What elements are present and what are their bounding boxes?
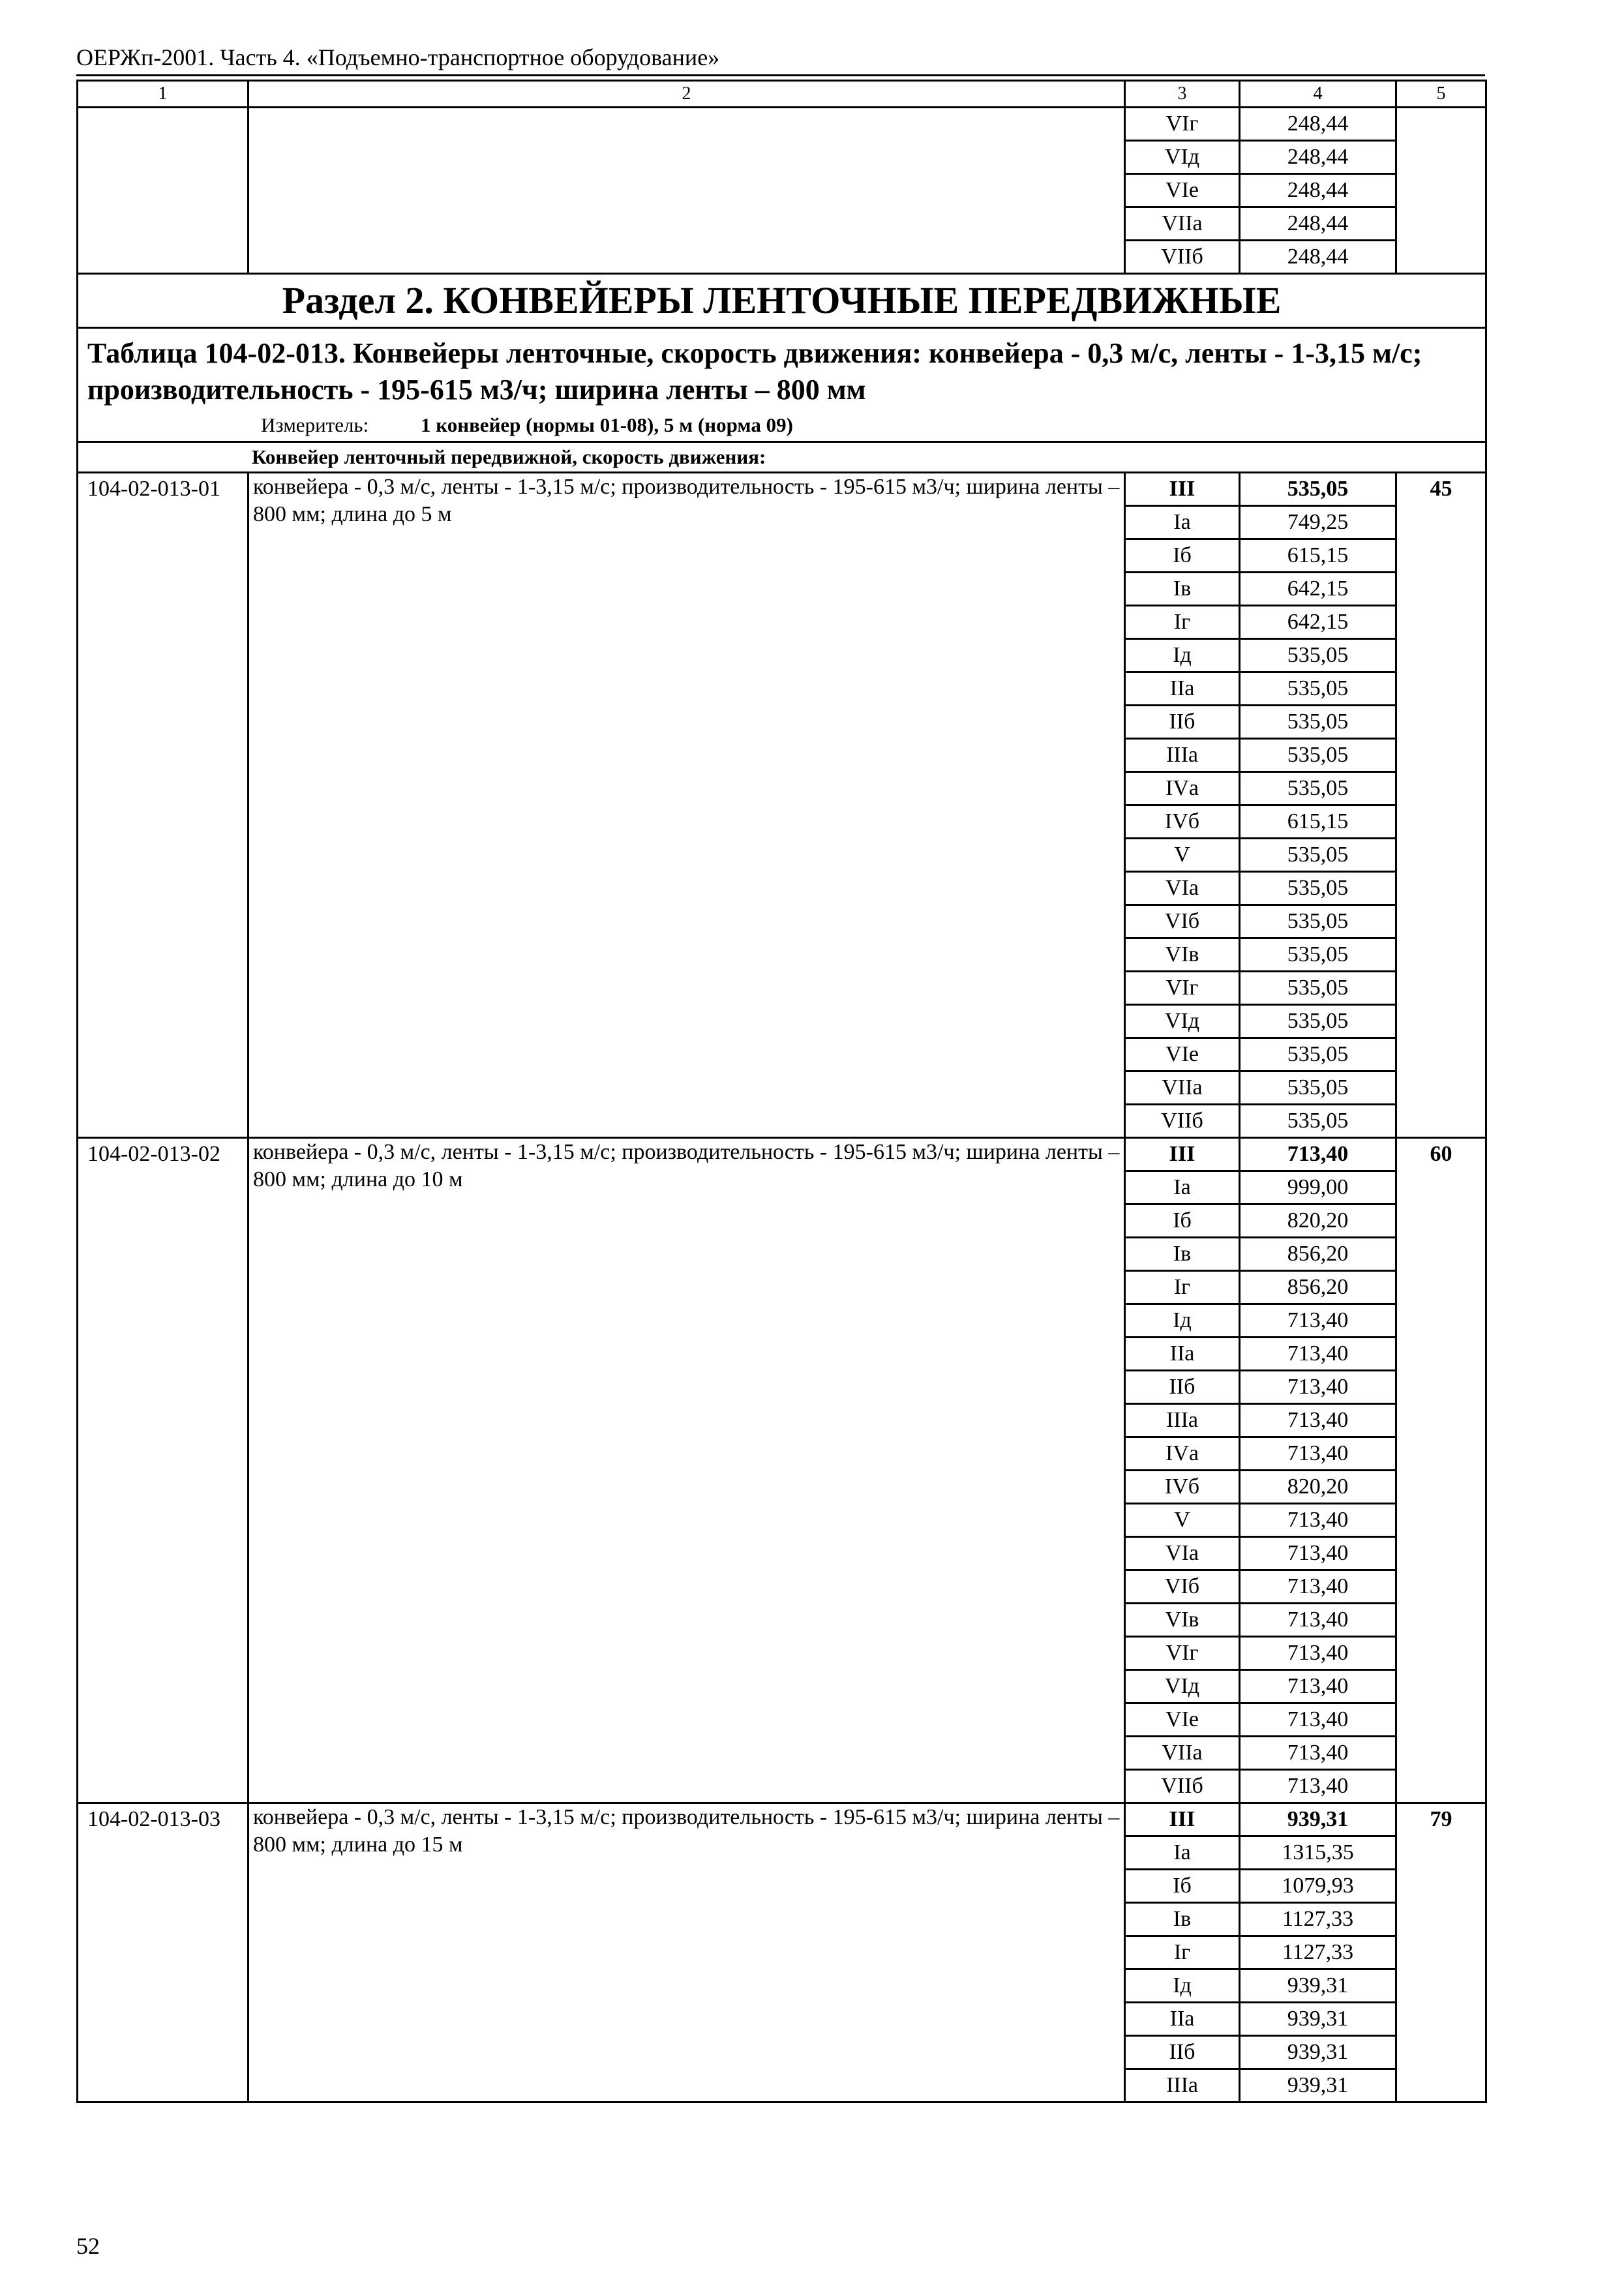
section-title: Раздел 2. КОНВЕЙЕРЫ ЛЕНТОЧНЫЕ ПЕРЕДВИЖНЫЕ bbox=[78, 274, 1486, 328]
unit-value: 1 конвейер (нормы 01-08), 5 м (норма 09) bbox=[421, 413, 793, 436]
value-cell: 535,05 bbox=[1240, 706, 1396, 739]
unit-label: Измеритель: bbox=[261, 413, 369, 436]
zone-cell: VIIа bbox=[1125, 207, 1240, 241]
value-cell: 535,05 bbox=[1240, 1071, 1396, 1105]
zone-cell: III bbox=[1125, 1138, 1240, 1171]
zone-cell: VIа bbox=[1125, 872, 1240, 905]
value-cell: 535,05 bbox=[1240, 839, 1396, 872]
value-cell: 248,44 bbox=[1240, 174, 1396, 207]
value-cell: 713,40 bbox=[1240, 1504, 1396, 1537]
value-cell: 535,05 bbox=[1240, 972, 1396, 1005]
value-cell: 856,20 bbox=[1240, 1271, 1396, 1304]
value-cell: 713,40 bbox=[1240, 1537, 1396, 1570]
zone-cell: IVа bbox=[1125, 772, 1240, 805]
zone-cell: VIд bbox=[1125, 141, 1240, 174]
zone-cell: IIб bbox=[1125, 1371, 1240, 1404]
column-number: 3 bbox=[1125, 81, 1240, 108]
subheading-row bbox=[78, 442, 1486, 473]
value-cell: 535,05 bbox=[1240, 872, 1396, 905]
value-cell: 713,40 bbox=[1240, 1637, 1396, 1670]
table-row bbox=[78, 473, 1486, 506]
value-cell: 713,40 bbox=[1240, 1404, 1396, 1437]
value-cell: 1315,35 bbox=[1240, 1836, 1396, 1870]
table-row bbox=[78, 1138, 1486, 1171]
value-cell: 999,00 bbox=[1240, 1171, 1396, 1204]
zone-cell: Iв bbox=[1125, 1903, 1240, 1936]
unit-line bbox=[87, 408, 1476, 441]
value-cell: 535,05 bbox=[1240, 473, 1396, 506]
running-header bbox=[76, 40, 1485, 76]
zone-cell: Iг bbox=[1125, 1936, 1240, 1969]
norm-price: 60 bbox=[1396, 1138, 1486, 1803]
norm-code: 104-02-013-02 bbox=[78, 1138, 248, 1803]
column-number: 2 bbox=[248, 81, 1125, 108]
zone-cell: Iв bbox=[1125, 573, 1240, 606]
value-cell: 535,05 bbox=[1240, 938, 1396, 972]
zone-cell: VIе bbox=[1125, 1038, 1240, 1071]
zone-cell: Iг bbox=[1125, 1271, 1240, 1304]
zone-cell: Iг bbox=[1125, 606, 1240, 639]
value-cell: 535,05 bbox=[1240, 1005, 1396, 1038]
value-cell: 535,05 bbox=[1240, 672, 1396, 706]
value-cell: 939,31 bbox=[1240, 2003, 1396, 2036]
value-cell: 713,40 bbox=[1240, 1737, 1396, 1770]
value-cell: 1127,33 bbox=[1240, 1936, 1396, 1969]
zone-cell: VIIб bbox=[1125, 241, 1240, 274]
zone-cell: IIб bbox=[1125, 2036, 1240, 2069]
value-cell: 535,05 bbox=[1240, 1038, 1396, 1071]
value-cell: 749,25 bbox=[1240, 506, 1396, 539]
zone-cell: IIб bbox=[1125, 706, 1240, 739]
value-cell: 713,40 bbox=[1240, 1570, 1396, 1604]
zone-cell: VIд bbox=[1125, 1005, 1240, 1038]
zone-cell: VIг bbox=[1125, 108, 1240, 141]
zone-cell: VIг bbox=[1125, 972, 1240, 1005]
norm-price: 45 bbox=[1396, 473, 1486, 1138]
zone-cell: Iб bbox=[1125, 539, 1240, 573]
value-cell: 248,44 bbox=[1240, 241, 1396, 274]
value-cell: 713,40 bbox=[1240, 1670, 1396, 1703]
norm-description: конвейера - 0,3 м/с, ленты - 1-3,15 м/с; производительность - 195-615 м3/ч; ширина ленты – 800 мм; длина до 15 м bbox=[248, 1803, 1125, 2102]
zone-cell: VIв bbox=[1125, 1604, 1240, 1637]
norm-description: конвейера - 0,3 м/с, ленты - 1-3,15 м/с; производительность - 195-615 м3/ч; ширина ленты – 800 мм; длина до 10 м bbox=[248, 1138, 1125, 1803]
value-cell: 535,05 bbox=[1240, 1105, 1396, 1138]
value-cell: 939,31 bbox=[1240, 1969, 1396, 2003]
value-cell: 248,44 bbox=[1240, 207, 1396, 241]
norm-code: 104-02-013-01 bbox=[78, 473, 248, 1138]
norm-price: 79 bbox=[1396, 1803, 1486, 2102]
value-cell: 820,20 bbox=[1240, 1471, 1396, 1504]
zone-cell: VIб bbox=[1125, 1570, 1240, 1604]
zone-cell: VIг bbox=[1125, 1637, 1240, 1670]
zone-cell: IVб bbox=[1125, 1471, 1240, 1504]
zone-cell: VIIа bbox=[1125, 1737, 1240, 1770]
zone-cell: IIIа bbox=[1125, 739, 1240, 772]
value-cell: 713,40 bbox=[1240, 1437, 1396, 1471]
zone-cell: III bbox=[1125, 1803, 1240, 1836]
zone-cell: VIIб bbox=[1125, 1770, 1240, 1803]
price-cell bbox=[1396, 108, 1486, 274]
value-cell: 642,15 bbox=[1240, 606, 1396, 639]
zone-cell: Iд bbox=[1125, 1304, 1240, 1338]
zone-cell: IIа bbox=[1125, 1338, 1240, 1371]
value-cell: 713,40 bbox=[1240, 1770, 1396, 1803]
zone-cell: VIе bbox=[1125, 1703, 1240, 1737]
value-cell: 713,40 bbox=[1240, 1371, 1396, 1404]
value-cell: 1127,33 bbox=[1240, 1903, 1396, 1936]
norm-description: конвейера - 0,3 м/с, ленты - 1-3,15 м/с; производительность - 195-615 м3/ч; ширина ленты – 800 мм; длина до 5 м bbox=[248, 473, 1125, 1138]
section-row bbox=[78, 274, 1486, 328]
description-cell bbox=[248, 108, 1125, 274]
subheading: Конвейер ленточный передвижной, скорость движения: bbox=[78, 442, 1486, 473]
table-title-row bbox=[78, 328, 1486, 442]
zone-cell: IVб bbox=[1125, 805, 1240, 839]
zone-cell: IIIа bbox=[1125, 2069, 1240, 2102]
rates-table bbox=[76, 80, 1487, 2103]
zone-cell: V bbox=[1125, 839, 1240, 872]
value-cell: 713,40 bbox=[1240, 1703, 1396, 1737]
zone-cell: Iа bbox=[1125, 1836, 1240, 1870]
zone-cell: V bbox=[1125, 1504, 1240, 1537]
zone-cell: Iа bbox=[1125, 506, 1240, 539]
column-number: 1 bbox=[78, 81, 248, 108]
value-cell: 535,05 bbox=[1240, 639, 1396, 672]
value-cell: 820,20 bbox=[1240, 1204, 1396, 1238]
value-cell: 248,44 bbox=[1240, 141, 1396, 174]
running-header-text: ОЕРЖп-2001. Часть 4. «Подъемно-транспортное оборудование» bbox=[76, 44, 720, 70]
value-cell: 642,15 bbox=[1240, 573, 1396, 606]
page-number: 52 bbox=[76, 2233, 100, 2259]
zone-cell: IIIа bbox=[1125, 1404, 1240, 1437]
zone-cell: VIIб bbox=[1125, 1105, 1240, 1138]
zone-cell: Iд bbox=[1125, 1969, 1240, 2003]
zone-cell: Iд bbox=[1125, 639, 1240, 672]
value-cell: 535,05 bbox=[1240, 772, 1396, 805]
table-title: Таблица 104-02-013. Конвейеры ленточные, скорость движения: конвейера - 0,3 м/с, ленты - 1-3,15 м/с; производительность - 195-615 м3/ч; ширина ленты – 800 мм bbox=[87, 337, 1422, 406]
value-cell: 713,40 bbox=[1240, 1138, 1396, 1171]
value-cell: 1079,93 bbox=[1240, 1870, 1396, 1903]
value-cell: 248,44 bbox=[1240, 108, 1396, 141]
table-title-cell bbox=[78, 328, 1486, 442]
value-cell: 535,05 bbox=[1240, 739, 1396, 772]
norm-code: 104-02-013-03 bbox=[78, 1803, 248, 2102]
value-cell: 713,40 bbox=[1240, 1338, 1396, 1371]
column-number: 4 bbox=[1240, 81, 1396, 108]
zone-cell: VIе bbox=[1125, 174, 1240, 207]
value-cell: 939,31 bbox=[1240, 2069, 1396, 2102]
zone-cell: Iб bbox=[1125, 1870, 1240, 1903]
value-cell: 615,15 bbox=[1240, 805, 1396, 839]
zone-cell: VIд bbox=[1125, 1670, 1240, 1703]
zone-cell: IIа bbox=[1125, 672, 1240, 706]
table-row bbox=[78, 1803, 1486, 1836]
value-cell: 713,40 bbox=[1240, 1304, 1396, 1338]
value-cell: 615,15 bbox=[1240, 539, 1396, 573]
zone-cell: Iб bbox=[1125, 1204, 1240, 1238]
zone-cell: III bbox=[1125, 473, 1240, 506]
zone-cell: VIв bbox=[1125, 938, 1240, 972]
zone-cell: Iв bbox=[1125, 1238, 1240, 1271]
value-cell: 856,20 bbox=[1240, 1238, 1396, 1271]
zone-cell: VIб bbox=[1125, 905, 1240, 938]
table-row bbox=[78, 108, 1486, 141]
value-cell: 535,05 bbox=[1240, 905, 1396, 938]
value-cell: 939,31 bbox=[1240, 2036, 1396, 2069]
value-cell: 939,31 bbox=[1240, 1803, 1396, 1836]
column-number: 5 bbox=[1396, 81, 1486, 108]
zone-cell: IVа bbox=[1125, 1437, 1240, 1471]
zone-cell: VIа bbox=[1125, 1537, 1240, 1570]
zone-cell: Iа bbox=[1125, 1171, 1240, 1204]
code-cell bbox=[78, 108, 248, 274]
column-number-row bbox=[78, 81, 1486, 108]
value-cell: 713,40 bbox=[1240, 1604, 1396, 1637]
zone-cell: VIIа bbox=[1125, 1071, 1240, 1105]
zone-cell: IIа bbox=[1125, 2003, 1240, 2036]
